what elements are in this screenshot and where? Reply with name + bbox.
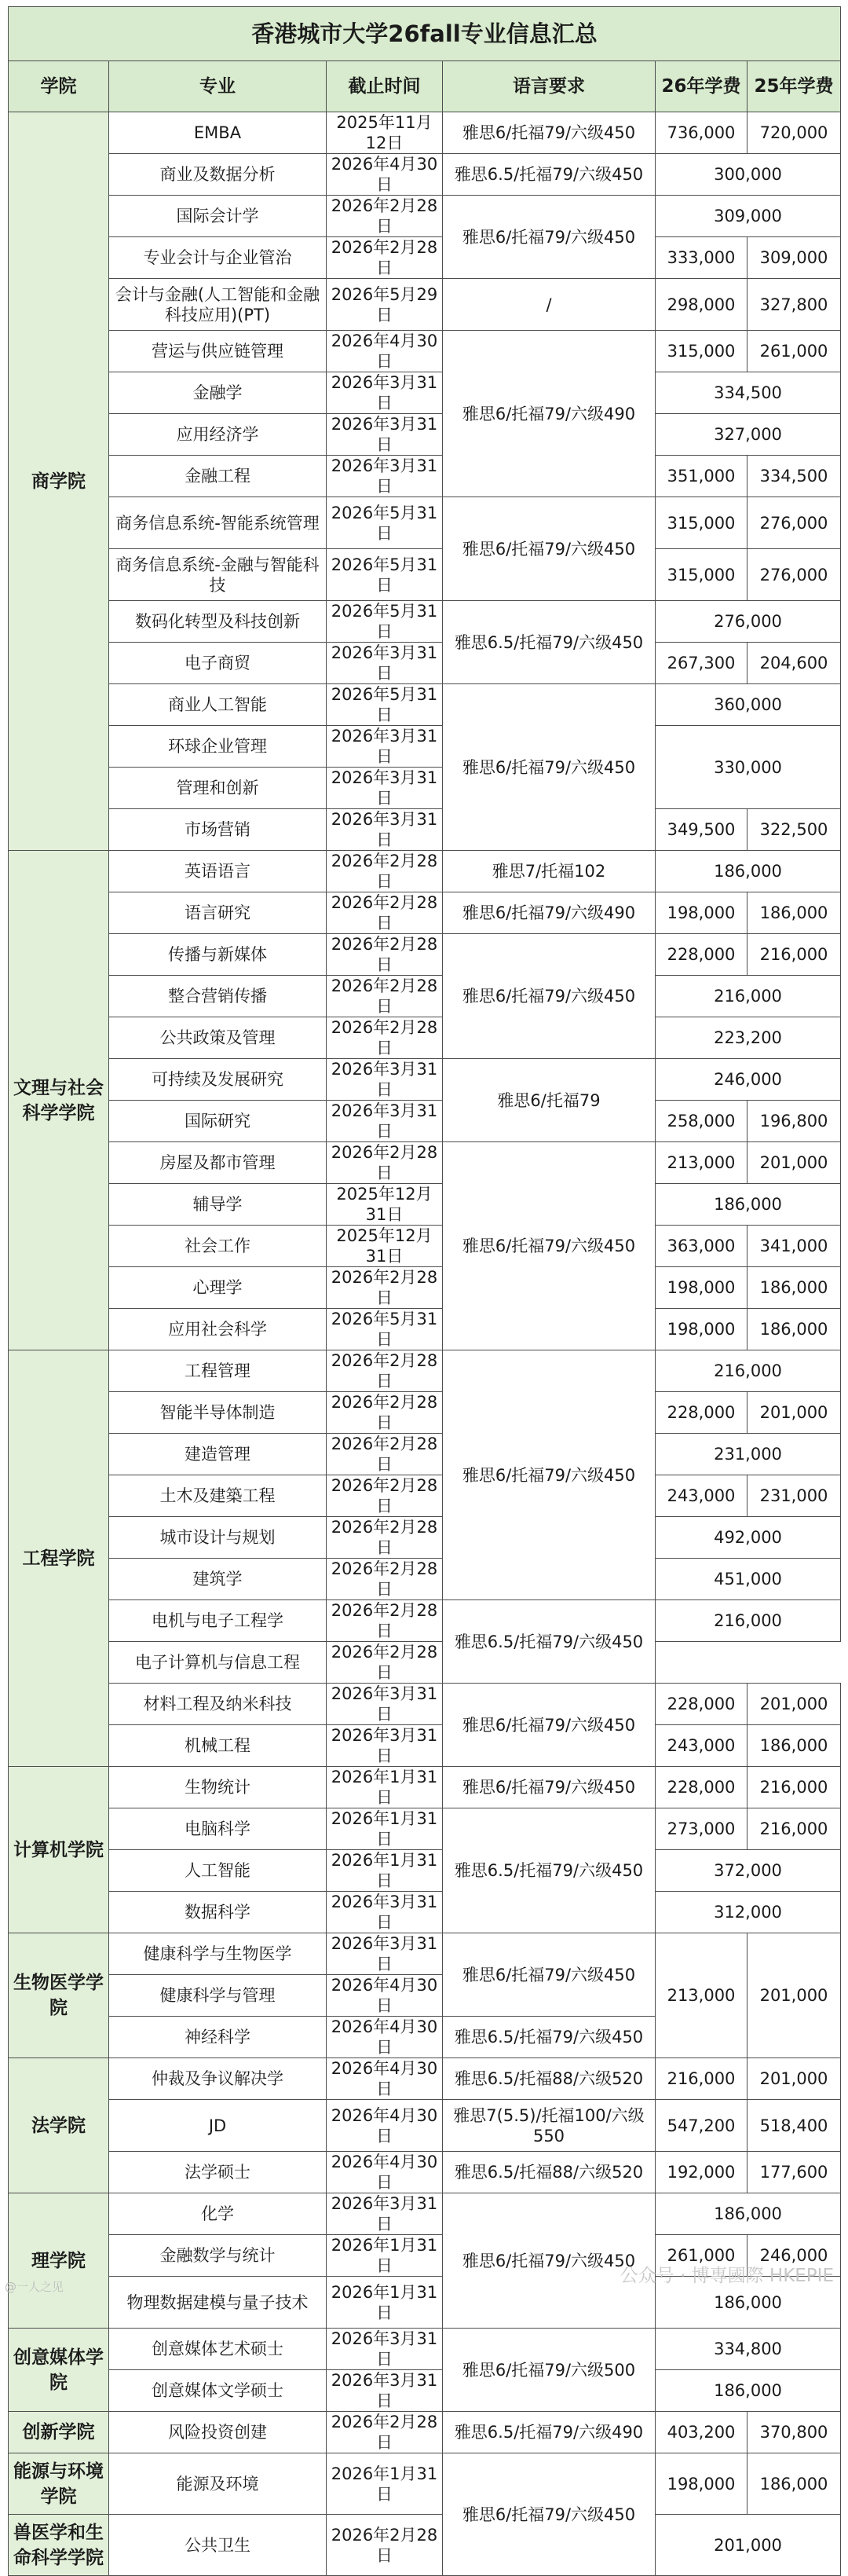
- deadline-cell: 2026年3月31日: [327, 768, 443, 809]
- program-cell: 专业会计与企业管治: [109, 237, 327, 279]
- table-row: [9, 1350, 841, 1392]
- program-table: [8, 6, 841, 2576]
- table-row: [9, 1808, 841, 1850]
- program-cell: 国际会计学: [109, 196, 327, 237]
- college-cell: 创新学院: [9, 2412, 109, 2453]
- program-cell: 材料工程及纳米科技: [109, 1684, 327, 1725]
- fee-26-cell: 315,000: [656, 549, 747, 601]
- program-cell: 数码化转型及科技创新: [109, 601, 327, 643]
- fee-cell: 223,200: [656, 1017, 841, 1059]
- fee-26-cell: 351,000: [656, 456, 747, 497]
- table-row: [9, 1475, 841, 1517]
- deadline-cell: 2026年2月28日: [327, 1559, 443, 1600]
- program-cell: 英语语言: [109, 851, 327, 892]
- deadline-cell: 2026年2月28日: [327, 892, 443, 934]
- language-cell: 雅思6/托福79/六级450: [443, 1350, 656, 1600]
- deadline-cell: 2026年4月30日: [327, 2017, 443, 2058]
- program-cell: 健康科学与生物医学: [109, 1933, 327, 1975]
- fee-25-cell: 216,000: [747, 1808, 841, 1850]
- language-cell: /: [443, 279, 656, 331]
- college-cell: 文理与社会科学学院: [9, 851, 109, 1350]
- header-fee-26: 26年学费: [656, 61, 747, 112]
- table-row: [9, 549, 841, 601]
- college-cell: 创意媒体学院: [9, 2329, 109, 2412]
- college-cell: 理学院: [9, 2193, 109, 2329]
- header-row: [9, 61, 841, 112]
- deadline-cell: 2026年2月28日: [327, 1392, 443, 1434]
- fee-25-cell: 201,000: [747, 1392, 841, 1434]
- fee-cell: 201,000: [656, 2515, 841, 2576]
- table-row: [9, 1309, 841, 1350]
- deadline-cell: 2026年2月28日: [327, 2412, 443, 2453]
- fee-25-cell: 201,000: [747, 1142, 841, 1184]
- program-cell: 城市设计与规划: [109, 1517, 327, 1559]
- table-row: [9, 1517, 841, 1559]
- program-cell: 心理学: [109, 1267, 327, 1309]
- deadline-cell: 2026年5月31日: [327, 684, 443, 726]
- fee-26-cell: 267,300: [656, 643, 747, 684]
- program-cell: 神经科学: [109, 2017, 327, 2058]
- program-cell: 管理和创新: [109, 768, 327, 809]
- college-cell: 兽医学和生命科学学院: [9, 2515, 109, 2576]
- deadline-cell: 2025年12月31日: [327, 1226, 443, 1267]
- program-cell: 社会工作: [109, 1226, 327, 1267]
- fee-26-cell: 228,000: [656, 1767, 747, 1808]
- language-cell: 雅思6/托福79/六级490: [443, 892, 656, 934]
- fee-26-cell: 213,000: [656, 1142, 747, 1184]
- table-title: 香港城市大学26fall专业信息汇总: [9, 7, 841, 61]
- table-row: [9, 2329, 841, 2370]
- program-cell: EMBA: [109, 112, 327, 154]
- fee-cell: 216,000: [656, 1350, 841, 1392]
- deadline-cell: 2026年2月28日: [327, 1517, 443, 1559]
- language-cell: 雅思6.5/托福79/六级450: [443, 1808, 656, 1933]
- fee-26-cell: 198,000: [656, 892, 747, 934]
- table-row: [9, 497, 841, 549]
- program-cell: 创意媒体文学硕士: [109, 2370, 327, 2412]
- deadline-cell: 2026年3月31日: [327, 2329, 443, 2370]
- deadline-cell: 2026年3月31日: [327, 1059, 443, 1101]
- deadline-cell: 2026年1月31日: [327, 1808, 443, 1850]
- fee-cell: 216,000: [656, 1600, 841, 1642]
- fee-25-cell: 309,000: [747, 237, 841, 279]
- table-row: [9, 1600, 841, 1642]
- deadline-cell: 2026年1月31日: [327, 1767, 443, 1808]
- table-row: [9, 2453, 841, 2515]
- deadline-cell: 2026年2月28日: [327, 1350, 443, 1392]
- program-cell: 辅导学: [109, 1184, 327, 1226]
- deadline-cell: 2026年1月31日: [327, 2453, 443, 2515]
- fee-cell: 327,000: [656, 414, 841, 456]
- fee-26-cell: 192,000: [656, 2152, 747, 2193]
- fee-25-cell: 276,000: [747, 497, 841, 549]
- college-cell: 计算机学院: [9, 1767, 109, 1933]
- table-row: [9, 809, 841, 851]
- language-cell: 雅思6/托福79/六级450: [443, 1767, 656, 1808]
- fee-26-cell: 273,000: [656, 1808, 747, 1850]
- program-cell: 营运与供应链管理: [109, 331, 327, 372]
- program-cell: 国际研究: [109, 1101, 327, 1142]
- fee-cell: 330,000: [656, 726, 841, 809]
- fee-cell: 334,500: [656, 372, 841, 414]
- table-row: [9, 1101, 841, 1142]
- program-cell: 生物统计: [109, 1767, 327, 1808]
- table-row: [9, 1642, 841, 1684]
- table-row: [9, 331, 841, 372]
- deadline-cell: 2026年2月28日: [327, 1475, 443, 1517]
- deadline-cell: 2026年3月31日: [327, 643, 443, 684]
- deadline-cell: 2026年4月30日: [327, 331, 443, 372]
- table-row: [9, 279, 841, 331]
- language-cell: 雅思6.5/托福79/六级450: [443, 2017, 656, 2058]
- fee-25-cell: 201,000: [747, 2058, 841, 2100]
- table-row: [9, 1017, 841, 1059]
- header-language: 语言要求: [443, 61, 656, 112]
- fee-cell: 246,000: [656, 1059, 841, 1101]
- deadline-cell: 2026年5月31日: [327, 601, 443, 643]
- fee-25-cell: 186,000: [747, 892, 841, 934]
- deadline-cell: 2026年2月28日: [327, 1434, 443, 1475]
- program-cell: 语言研究: [109, 892, 327, 934]
- deadline-cell: 2026年2月28日: [327, 1017, 443, 1059]
- program-cell: 可持续及发展研究: [109, 1059, 327, 1101]
- program-cell: 商务信息系统-金融与智能科技: [109, 549, 327, 601]
- program-cell: 房屋及都市管理: [109, 1142, 327, 1184]
- deadline-cell: 2026年3月31日: [327, 1892, 443, 1933]
- deadline-cell: 2026年2月28日: [327, 851, 443, 892]
- table-row: [9, 1267, 841, 1309]
- college-cell: 生物医学学院: [9, 1933, 109, 2058]
- program-cell: 环球企业管理: [109, 726, 327, 768]
- table-row: [9, 1434, 841, 1475]
- header-program: 专业: [109, 61, 327, 112]
- fee-26-cell: 333,000: [656, 237, 747, 279]
- deadline-cell: 2026年3月31日: [327, 1684, 443, 1725]
- fee-25-cell: 327,800: [747, 279, 841, 331]
- table-row: [9, 1559, 841, 1600]
- corner-mark: @一人之见: [5, 2280, 64, 2294]
- deadline-cell: 2026年3月31日: [327, 726, 443, 768]
- fee-26-cell: 547,200: [656, 2100, 747, 2152]
- deadline-cell: 2026年2月28日: [327, 2515, 443, 2576]
- fee-25-cell: 186,000: [747, 1267, 841, 1309]
- language-cell: 雅思6.5/托福79/六级490: [443, 2412, 656, 2453]
- deadline-cell: 2026年2月28日: [327, 1142, 443, 1184]
- program-cell: 物理数据建模与量子技术: [109, 2277, 327, 2329]
- deadline-cell: 2026年2月28日: [327, 1600, 443, 1642]
- table-row: [9, 1767, 841, 1808]
- college-cell: 商学院: [9, 112, 109, 851]
- program-cell: 电机与电子工程学: [109, 1600, 327, 1642]
- fee-cell: 451,000: [656, 1559, 841, 1600]
- program-cell: 传播与新媒体: [109, 934, 327, 976]
- program-cell: 金融数学与统计: [109, 2235, 327, 2277]
- program-cell: 能源及环境: [109, 2453, 327, 2515]
- fee-25-cell: 370,800: [747, 2412, 841, 2453]
- deadline-cell: 2026年4月30日: [327, 1975, 443, 2017]
- language-cell: 雅思6.5/托福88/六级520: [443, 2152, 656, 2193]
- fee-25-cell: 334,500: [747, 456, 841, 497]
- table-row: [9, 934, 841, 976]
- deadline-cell: 2026年4月30日: [327, 2058, 443, 2100]
- deadline-cell: 2026年4月30日: [327, 2152, 443, 2193]
- fee-cell: 186,000: [656, 2277, 841, 2329]
- language-cell: 雅思6/托福79/六级450: [443, 934, 656, 1059]
- deadline-cell: 2026年5月31日: [327, 1309, 443, 1350]
- table-row: [9, 196, 841, 237]
- program-cell: 金融工程: [109, 456, 327, 497]
- deadline-cell: 2026年4月30日: [327, 2100, 443, 2152]
- fee-25-cell: 341,000: [747, 1226, 841, 1267]
- fee-cell: 276,000: [656, 601, 841, 643]
- program-cell: 电子商贸: [109, 643, 327, 684]
- table-row: [9, 976, 841, 1017]
- language-cell: 雅思6/托福79/六级450: [443, 684, 656, 851]
- deadline-cell: 2026年5月31日: [327, 549, 443, 601]
- program-cell: 金融学: [109, 372, 327, 414]
- fee-26-cell: 315,000: [656, 331, 747, 372]
- fee-26-cell: 198,000: [656, 1309, 747, 1350]
- deadline-cell: 2025年12月31日: [327, 1184, 443, 1226]
- fee-cell: 312,000: [656, 1892, 841, 1933]
- fee-cell: 309,000: [656, 196, 841, 237]
- program-cell: 机械工程: [109, 1725, 327, 1767]
- program-cell: 电子计算机与信息工程: [109, 1642, 327, 1684]
- deadline-cell: 2026年2月28日: [327, 1642, 443, 1684]
- table-row: [9, 414, 841, 456]
- table-row: [9, 726, 841, 768]
- deadline-cell: 2026年2月28日: [327, 934, 443, 976]
- fee-26-cell: 261,000: [656, 2235, 747, 2277]
- table-row: [9, 1684, 841, 1725]
- table-row: [9, 1059, 841, 1101]
- fee-26-cell: 213,000: [656, 1933, 747, 2058]
- deadline-cell: 2026年3月31日: [327, 2193, 443, 2235]
- fee-26-cell: 736,000: [656, 112, 747, 154]
- fee-25-cell: 186,000: [747, 1309, 841, 1350]
- fee-25-cell: 276,000: [747, 549, 841, 601]
- program-cell: 市场营销: [109, 809, 327, 851]
- deadline-cell: 2026年3月31日: [327, 1725, 443, 1767]
- deadline-cell: 2025年11月12日: [327, 112, 443, 154]
- deadline-cell: 2026年3月31日: [327, 2370, 443, 2412]
- table-row: [9, 2515, 841, 2576]
- language-cell: 雅思7/托福102: [443, 851, 656, 892]
- table-row: [9, 1933, 841, 1975]
- language-cell: 雅思6.5/托福88/六级520: [443, 2058, 656, 2100]
- fee-cell: 231,000: [656, 1434, 841, 1475]
- college-cell: 法学院: [9, 2058, 109, 2193]
- program-cell: 数据科学: [109, 1892, 327, 1933]
- table-row: [9, 1850, 841, 1892]
- deadline-cell: 2026年3月31日: [327, 1101, 443, 1142]
- program-cell: 工程管理: [109, 1350, 327, 1392]
- language-cell: 雅思6.5/托福79/六级450: [443, 154, 656, 196]
- language-cell: 雅思6/托福79/六级490: [443, 331, 656, 497]
- fee-26-cell: 228,000: [656, 1684, 747, 1725]
- fee-cell: 372,000: [656, 1850, 841, 1892]
- fee-26-cell: 216,000: [656, 2058, 747, 2100]
- language-cell: 雅思6/托福79/六级450: [443, 497, 656, 601]
- fee-26-cell: 198,000: [656, 1267, 747, 1309]
- language-cell: 雅思6/托福79/六级450: [443, 112, 656, 154]
- fee-26-cell: 228,000: [656, 1392, 747, 1434]
- fee-26-cell: 243,000: [656, 1725, 747, 1767]
- program-cell: 建筑学: [109, 1559, 327, 1600]
- program-cell: 商务信息系统-智能系统管理: [109, 497, 327, 549]
- fee-cell: 186,000: [656, 1184, 841, 1226]
- deadline-cell: 2026年5月29日: [327, 279, 443, 331]
- table-row: [9, 1725, 841, 1767]
- fee-26-cell: 258,000: [656, 1101, 747, 1142]
- table-row: [9, 1892, 841, 1933]
- fee-25-cell: 196,800: [747, 1101, 841, 1142]
- fee-26-cell: 228,000: [656, 934, 747, 976]
- fee-25-cell: 322,500: [747, 809, 841, 851]
- fee-25-cell: 216,000: [747, 1767, 841, 1808]
- deadline-cell: 2026年3月31日: [327, 809, 443, 851]
- deadline-cell: 2026年5月31日: [327, 497, 443, 549]
- table-row: [9, 1226, 841, 1267]
- fee-25-cell: 204,600: [747, 643, 841, 684]
- program-cell: 整合营销传播: [109, 976, 327, 1017]
- fee-cell: 186,000: [656, 851, 841, 892]
- fee-26-cell: 349,500: [656, 809, 747, 851]
- program-cell: 会计与金融(人工智能和金融科技应用)(PT): [109, 279, 327, 331]
- deadline-cell: 2026年3月31日: [327, 456, 443, 497]
- fee-25-cell: 720,000: [747, 112, 841, 154]
- fee-26-cell: 198,000: [656, 2453, 747, 2515]
- table-row: [9, 237, 841, 279]
- college-cell: 能源与环境学院: [9, 2453, 109, 2515]
- language-cell: 雅思6.5/托福79/六级450: [443, 1600, 656, 1684]
- college-cell: 工程学院: [9, 1350, 109, 1767]
- table-row: [9, 1184, 841, 1226]
- program-cell: 仲裁及争议解决学: [109, 2058, 327, 2100]
- fee-cell: 492,000: [656, 1517, 841, 1559]
- deadline-cell: 2026年1月31日: [327, 2235, 443, 2277]
- deadline-cell: 2026年3月31日: [327, 372, 443, 414]
- deadline-cell: 2026年2月28日: [327, 976, 443, 1017]
- fee-25-cell: 246,000: [747, 2235, 841, 2277]
- table-row: [9, 112, 841, 154]
- language-cell: 雅思6/托福79: [443, 1059, 656, 1142]
- language-cell: 雅思6/托福79/六级450: [443, 2453, 656, 2576]
- table-row: [9, 684, 841, 726]
- fee-25-cell: 201,000: [747, 1684, 841, 1725]
- deadline-cell: 2026年3月31日: [327, 414, 443, 456]
- header-fee-25: 25年学费: [747, 61, 841, 112]
- program-cell: 应用社会科学: [109, 1309, 327, 1350]
- program-cell: JD: [109, 2100, 327, 2152]
- table-row: [9, 851, 841, 892]
- table-row: [9, 892, 841, 934]
- fee-25-cell: 518,400: [747, 2100, 841, 2152]
- program-cell: 创意媒体艺术硕士: [109, 2329, 327, 2370]
- fee-26-cell: 403,200: [656, 2412, 747, 2453]
- program-cell: 健康科学与管理: [109, 1975, 327, 2017]
- language-cell: 雅思7(5.5)/托福100/六级550: [443, 2100, 656, 2152]
- deadline-cell: 2026年2月28日: [327, 237, 443, 279]
- program-cell: 人工智能: [109, 1850, 327, 1892]
- table-row: [9, 2193, 841, 2235]
- deadline-cell: 2026年1月31日: [327, 1850, 443, 1892]
- program-cell: 公共政策及管理: [109, 1017, 327, 1059]
- program-cell: 商业人工智能: [109, 684, 327, 726]
- deadline-cell: 2026年2月28日: [327, 196, 443, 237]
- program-cell: 电脑科学: [109, 1808, 327, 1850]
- fee-25-cell: 216,000: [747, 934, 841, 976]
- header-college: 学院: [9, 61, 109, 112]
- summary-sheet: [8, 6, 840, 2576]
- fee-cell: 300,000: [656, 154, 841, 196]
- table-row: [9, 1142, 841, 1184]
- table-row: [9, 372, 841, 414]
- program-cell: 土木及建築工程: [109, 1475, 327, 1517]
- fee-25-cell: 261,000: [747, 331, 841, 372]
- table-row: [9, 2058, 841, 2100]
- language-cell: 雅思6/托福79/六级450: [443, 1933, 656, 2017]
- deadline-cell: 2026年1月31日: [327, 2277, 443, 2329]
- table-row: [9, 601, 841, 643]
- table-row: [9, 2100, 841, 2152]
- fee-25-cell: 186,000: [747, 2453, 841, 2515]
- language-cell: 雅思6/托福79/六级450: [443, 2193, 656, 2329]
- table-row: [9, 2370, 841, 2412]
- language-cell: 雅思6/托福79/六级450: [443, 1684, 656, 1767]
- fee-26-cell: 315,000: [656, 497, 747, 549]
- program-cell: 公共卫生: [109, 2515, 327, 2576]
- fee-25-cell: 231,000: [747, 1475, 841, 1517]
- program-cell: 化学: [109, 2193, 327, 2235]
- deadline-cell: 2026年4月30日: [327, 154, 443, 196]
- program-cell: 智能半导体制造: [109, 1392, 327, 1434]
- fee-26-cell: 243,000: [656, 1475, 747, 1517]
- fee-cell: 334,800: [656, 2329, 841, 2370]
- deadline-cell: 2026年3月31日: [327, 1933, 443, 1975]
- table-row: [9, 1392, 841, 1434]
- header-deadline: 截止时间: [327, 61, 443, 112]
- program-cell: 法学硕士: [109, 2152, 327, 2193]
- fee-cell: 186,000: [656, 2193, 841, 2235]
- language-cell: 雅思6/托福79/六级450: [443, 1142, 656, 1350]
- fee-cell: 186,000: [656, 2370, 841, 2412]
- table-row: [9, 456, 841, 497]
- table-row: [9, 643, 841, 684]
- table-row: [9, 154, 841, 196]
- fee-25-cell: 201,000: [747, 1933, 841, 2058]
- program-cell: 商业及数据分析: [109, 154, 327, 196]
- program-cell: 风险投资创建: [109, 2412, 327, 2453]
- program-cell: 应用经济学: [109, 414, 327, 456]
- language-cell: 雅思6.5/托福79/六级450: [443, 601, 656, 684]
- fee-cell: 360,000: [656, 684, 841, 726]
- fee-25-cell: 177,600: [747, 2152, 841, 2193]
- fee-25-cell: 186,000: [747, 1725, 841, 1767]
- table-row: [9, 2152, 841, 2193]
- watermark: 公众号 · 博專國際 HKEPIE: [620, 2266, 834, 2286]
- fee-26-cell: 363,000: [656, 1226, 747, 1267]
- deadline-cell: 2026年2月28日: [327, 1267, 443, 1309]
- fee-cell: 216,000: [656, 976, 841, 1017]
- language-cell: 雅思6/托福79/六级500: [443, 2329, 656, 2412]
- program-cell: 建造管理: [109, 1434, 327, 1475]
- language-cell: 雅思6/托福79/六级450: [443, 196, 656, 279]
- table-row: [9, 2412, 841, 2453]
- fee-26-cell: 298,000: [656, 279, 747, 331]
- title-row: [9, 7, 841, 61]
